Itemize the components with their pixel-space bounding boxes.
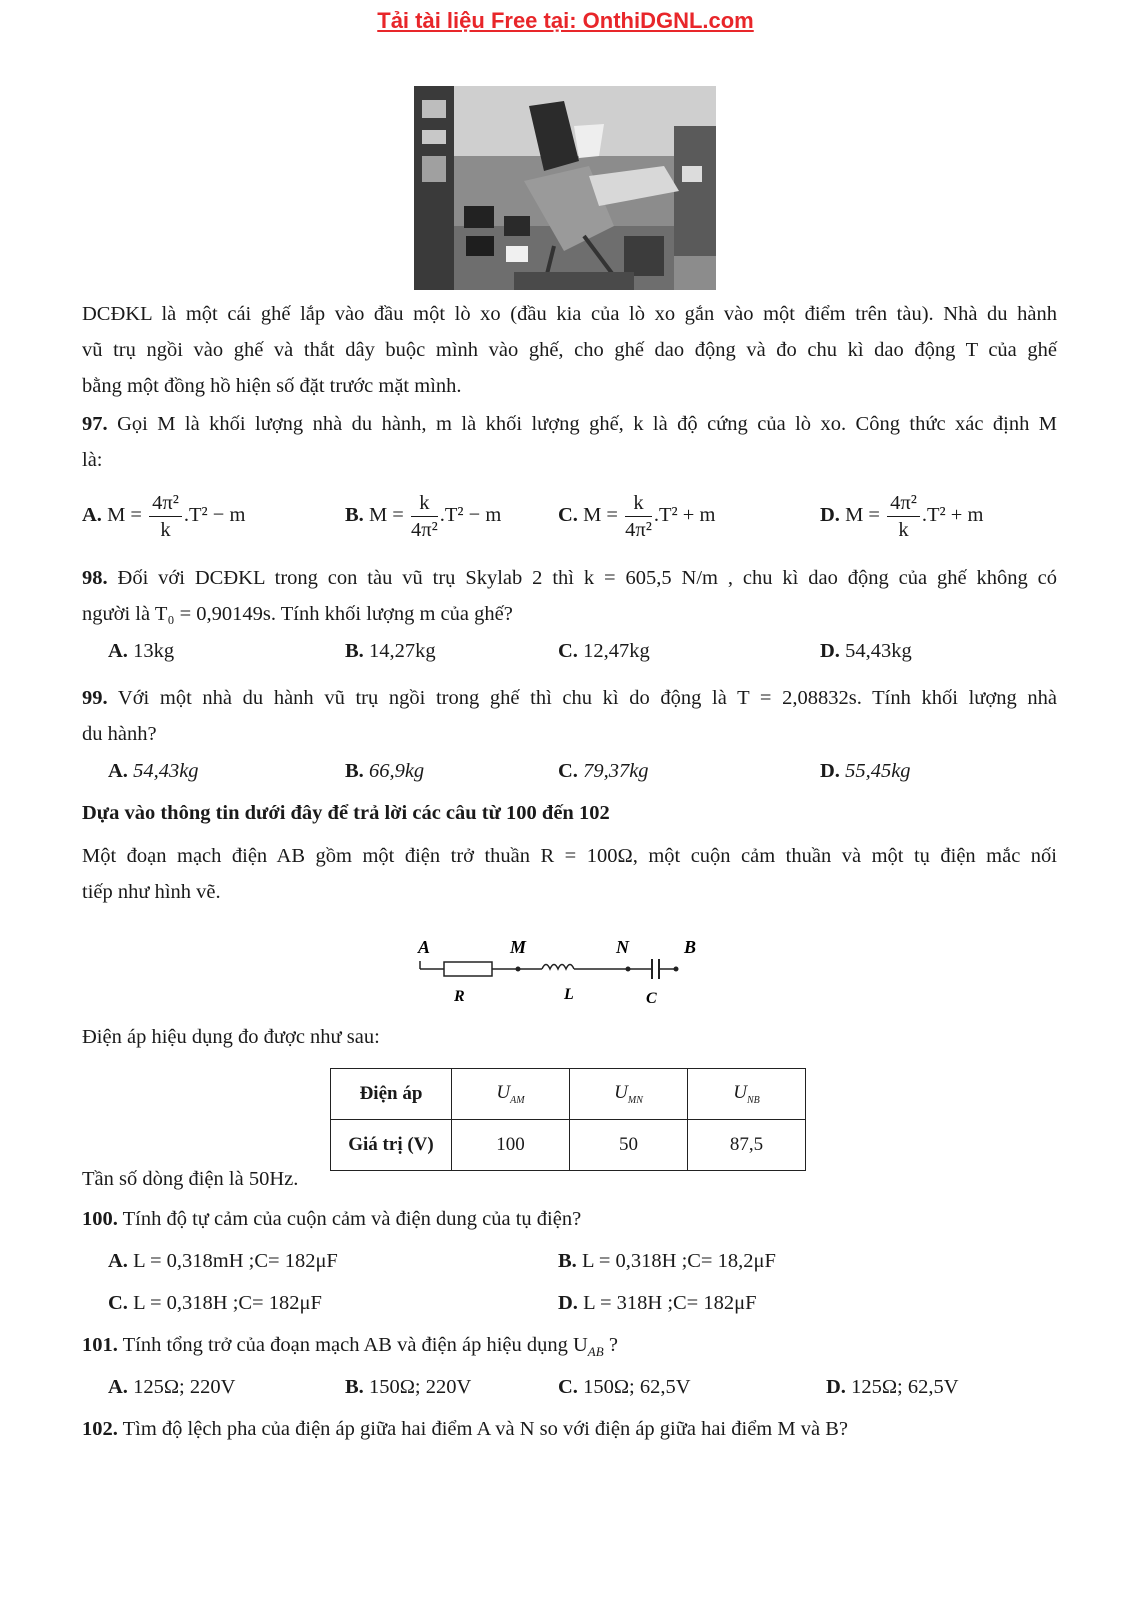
question-100: 100. Tính độ tự cảm của cuộn cảm và điện dung của tụ điện? [82,1208,582,1230]
q100-option-b[interactable]: B. L = 0,318H ;C= 18,2μF [558,1250,776,1272]
voltage-table [330,1068,806,1171]
q99-option-c[interactable]: C. 79,37kg [558,760,649,782]
question-101: 101. Tính tổng trở của đoạn mạch AB và điện áp hiệu dụng $U_{AB}$ ? [82,1334,618,1360]
capacitor-label: C [646,990,657,1007]
q99-option-a[interactable]: A. 54,43kg [108,760,199,782]
skylab-chair-photo [414,86,716,290]
table-cell: Giá trị (V) [331,1120,452,1171]
q99-option-d[interactable]: D. 55,45kg [820,760,911,782]
q98-option-d[interactable]: D. 54,43kg [820,640,912,662]
circuit-description: Một đoạn mạch điện AB gồm một điện trở thuần R = 100Ω, một cuộn cảm thuần và một tụ điện mắc nối tiếp như hình vẽ. [82,845,1057,903]
frequency-note: Tần số dòng điện là 50Hz. [82,1168,299,1190]
table-header-cell: $U_{NB}$ [688,1069,806,1120]
q100-option-a[interactable]: A. L = 0,318mH ;C= 182μF [108,1250,338,1272]
source-banner[interactable]: Tải tài liệu Free tại: OnthiDGNL.com [377,8,754,33]
intro-paragraph: DCĐKL là một cái ghế lắp vào đầu một lò xo (đầu kia của lò xo gắn vào một điểm trên tàu). Nhà du hành vũ trụ ngồi vào ghế và thắt dây buộc mình vào ghế, cho ghế dao động và đo chu kì dao động T của ghế bằng một đồng hồ hiện số đặt trước mặt mình. [82,303,1057,397]
table-header-cell: $U_{AM}$ [452,1069,570,1120]
question-99: 99. Với một nhà du hành vũ trụ ngồi trong ghế thì chu kì do động là T = 2,08832s. Tính khối lượng nhà du hành? [82,687,1057,745]
table-row [331,1069,806,1120]
section-heading: Dựa vào thông tin dưới đây để trả lời các câu từ 100 đến 102 [82,802,610,824]
node-n-label: N [616,937,629,957]
q97-option-c[interactable]: C. M = $\frac{k}{\text{4π²}}$ .T² + m [558,492,716,541]
q100-option-c[interactable]: C. L = 0,318H ;C= 182μF [108,1292,322,1314]
table-row [331,1120,806,1171]
q101-option-b[interactable]: B. 150Ω; 220V [345,1376,472,1398]
table-header-cell: $U_{MN}$ [570,1069,688,1120]
circuit-diagram [414,935,724,1007]
table-cell: 87,5 [688,1120,806,1171]
table-header-cell: Điện áp [331,1069,452,1120]
q97-option-b[interactable]: B. M = $\frac{k}{\text{4π²}}$ .T² − m [345,492,502,541]
question-102: 102. Tìm độ lệch pha của điện áp giữa hai điểm A và N so với điện áp giữa hai điểm M và B? [82,1418,848,1440]
question-97: 97. Gọi M là khối lượng nhà du hành, m là khối lượng ghế, k là độ cứng của lò xo. Công thức xác định M là: [82,413,1057,471]
q100-option-d[interactable]: D. L = 318H ;C= 182μF [558,1292,757,1314]
inductor-symbol [542,965,574,970]
table-cell: 100 [452,1120,570,1171]
resistor-label: R [454,988,465,1005]
table-cell: 50 [570,1120,688,1171]
node-a-label: A [418,937,431,957]
node-b-label: B [684,937,697,957]
q98-option-b[interactable]: B. 14,27kg [345,640,436,662]
q99-option-b[interactable]: B. 66,9kg [345,760,425,782]
q98-option-a[interactable]: A. 13kg [108,640,175,662]
q101-option-c[interactable]: C. 150Ω; 62,5V [558,1376,691,1398]
q101-option-a[interactable]: A. 125Ω; 220V [108,1376,236,1398]
inductor-label: L [564,986,574,1003]
q97-option-a[interactable]: A. M = $\frac{\text{4π²}}{k}$ .T² − m [82,492,246,541]
q98-option-c[interactable]: C. 12,47kg [558,640,650,662]
measure-intro: Điện áp hiệu dụng đo được như sau: [82,1026,380,1048]
node-m-label: M [510,937,527,957]
resistor-symbol [444,962,492,976]
q97-option-d[interactable]: D. M = $\frac{\text{4π²}}{k}$ .T² + m [820,492,984,541]
question-98: 98. Đối với DCĐKL trong con tàu vũ trụ Skylab 2 thì k = 605,5 N/m , chu kì dao động của ghế không có người là T₀ = 0,90149s. Tính khối lượng m của ghế? [82,567,1057,625]
q101-option-d[interactable]: D. 125Ω; 62,5V [826,1376,959,1398]
